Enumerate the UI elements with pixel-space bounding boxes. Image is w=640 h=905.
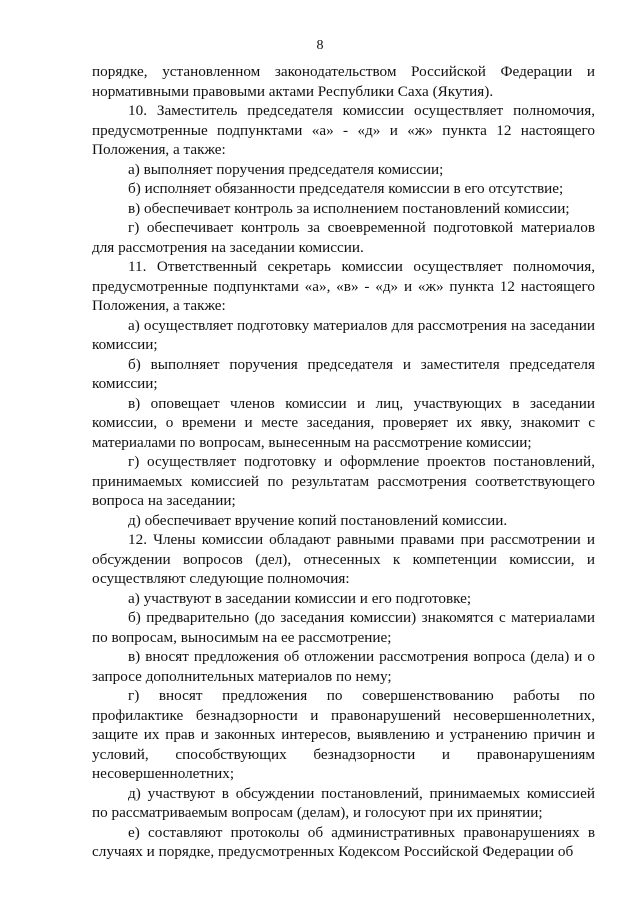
paragraph: г) вносят предложения по совершенствованию работы по профилактике безнадзорности и правонарушений несовершеннолетних, защите их прав и законных интересов, выявлению и устранению причин и условий, способствующих безнадзорности и правонарушениям несовершеннолетних; — [92, 687, 595, 782]
paragraph: а) осуществляет подготовку материалов для рассмотрения на заседании комиссии; — [92, 316, 595, 353]
paragraph: 12. Члены комиссии обладают равными правами при рассмотрении и обсуждении вопросов (дел), отнесенных к компетенции комиссии, и осуществляют следующие полномочия: — [92, 531, 595, 587]
paragraph: е) составляют протоколы об административных правонарушениях в случаях и порядке, предусмотренных Кодексом Российской Федерации об — [92, 823, 595, 860]
paragraph: в) обеспечивает контроль за исполнением постановлений комиссии; — [128, 199, 570, 217]
paragraph: б) исполняет обязанности председателя комиссии в его отсутствие; — [128, 180, 564, 197]
paragraph: д) участвуют в обсуждении постановлений, принимаемых комиссией по рассматриваемым вопросам (делам), и голосуют при их принятии; — [92, 784, 595, 821]
paragraph: 11. Ответственный секретарь комиссии осуществляет полномочия, предусмотренные подпунктами «а», «в» - «д» и «ж» пункта 12 настоящего Положения, а также: — [92, 258, 595, 314]
document-body — [92, 62, 595, 862]
paragraph: порядке, установленном законодательством Российской Федерации и нормативными правовыми актами Республики Саха (Якутия). — [92, 63, 595, 100]
paragraph: д) обеспечивает вручение копий постановлений комиссии. — [128, 511, 508, 529]
paragraph: в) вносят предложения об отложении рассмотрения вопроса (дела) и о запросе дополнительных материалов по нему; — [92, 648, 595, 685]
paragraph: г) обеспечивает контроль за своевременной подготовкой материалов для рассмотрения на заседании комиссии. — [92, 219, 595, 256]
paragraph: г) осуществляет подготовку и оформление проектов постановлений, принимаемых комиссией по результатам рассмотрения соответствующего вопроса на заседании; — [92, 453, 595, 509]
paragraph: б) выполняет поручения председателя и заместителя председателя комиссии; — [92, 355, 595, 392]
paragraph: а) выполняет поручения председателя комиссии; — [128, 160, 444, 178]
paragraph: а) участвуют в заседании комиссии и его подготовке; — [128, 589, 472, 607]
page-number: 8 — [316, 38, 324, 53]
paragraph: б) предварительно (до заседания комиссии) знакомятся с материалами по вопросам, выносимым на ее рассмотрение; — [92, 609, 595, 646]
paragraph: в) оповещает членов комиссии и лиц, участвующих в заседании комиссии, о времени и месте заседания, проверяет их явку, знакомит с материалами по вопросам, вынесенным на рассмотрение комиссии; — [92, 394, 595, 451]
paragraph: 10. Заместитель председателя комиссии осуществляет полномочия, предусмотренные подпунктами «а» - «д» и «ж» пункта 12 настоящего Положения, а также: — [92, 102, 595, 158]
